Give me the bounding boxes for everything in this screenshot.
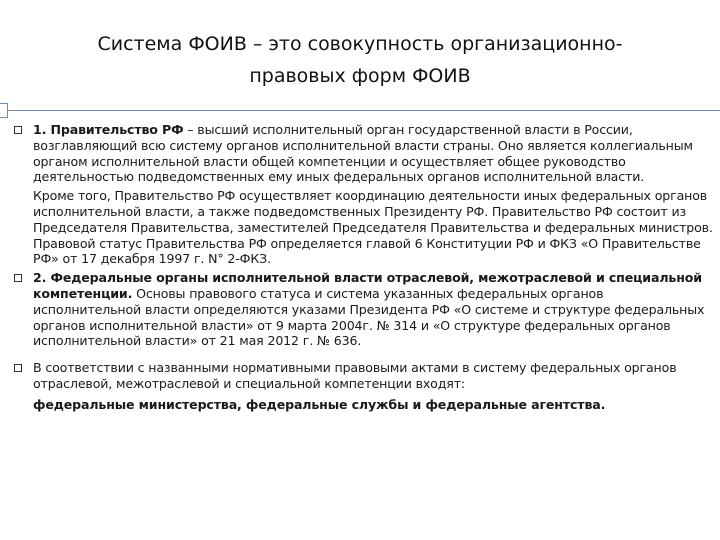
square-bullet-icon: [14, 364, 22, 372]
decorative-accent-box: [0, 103, 8, 118]
bullet-heading: 1. Правительство РФ: [33, 122, 184, 137]
square-bullet-icon: [14, 126, 22, 134]
title-divider: [8, 110, 720, 111]
bullet-continuation: Кроме того, Правительство РФ осуществляет координацию деятельности иных федеральных органов исполнительной власти, а также подведомственных Президенту РФ. Правительство РФ состоит из Председателя Правительства, заместителей Председателя Правительства и федеральных министров. Правовой статус Правительства РФ определяется главой 6 Конституции РФ и ФКЗ «О Правительстве РФ» от 17 декабря 1997 г. N° 2-ФКЗ.: [33, 188, 713, 267]
content-body: [14, 122, 714, 413]
bullet-text: [33, 360, 714, 412]
square-bullet-icon: [14, 274, 22, 282]
title-line-2: правовых форм ФОИВ: [249, 65, 471, 87]
bullet-item-government: [14, 122, 714, 267]
bullet-body: Основы правового статуса и система указанных федеральных органов исполнительной власти определяются указами Президента РФ «О системе и структуре федеральных органов исполнительной власти» от 9 марта 2004г. № 314 и «О структуре федеральных органов исполнительной власти» от 21 мая 2012 г. № 636.: [33, 285, 705, 349]
bullet-paragraph: [33, 122, 714, 185]
bullet-text: [33, 122, 714, 267]
bullet-text: [33, 270, 714, 349]
bullet-conclusion: федеральные министерства, федеральные службы и федеральные агентства.: [33, 396, 606, 412]
bullet-body: В соответствии с названными нормативными правовыми актами в систему федеральных органов отраслевой, межотраслевой и специальной компетенции входят:: [33, 360, 677, 391]
bullet-body: – высший исполнительный орган государственной власти в России, возглавляющий всю систему органов исполнительной власти страны. Оно является коллегиальным органом исполнительной власти общей компетенции и осуществляет общее руководство деятельностью подведомственных ему иных федеральных органов исполнительной власти.: [33, 122, 693, 185]
bullet-paragraph: [33, 270, 714, 349]
bullet-item-composition: [14, 360, 714, 412]
bullet-heading: 2. Федеральные органы исполнительной власти отраслевой, межотраслевой и специальной компетенции.: [33, 270, 702, 301]
bullet-item-federal-bodies: [14, 270, 714, 349]
page-title: [60, 28, 660, 92]
title-line-1: Система ФОИВ – это совокупность организационно-: [97, 33, 623, 55]
